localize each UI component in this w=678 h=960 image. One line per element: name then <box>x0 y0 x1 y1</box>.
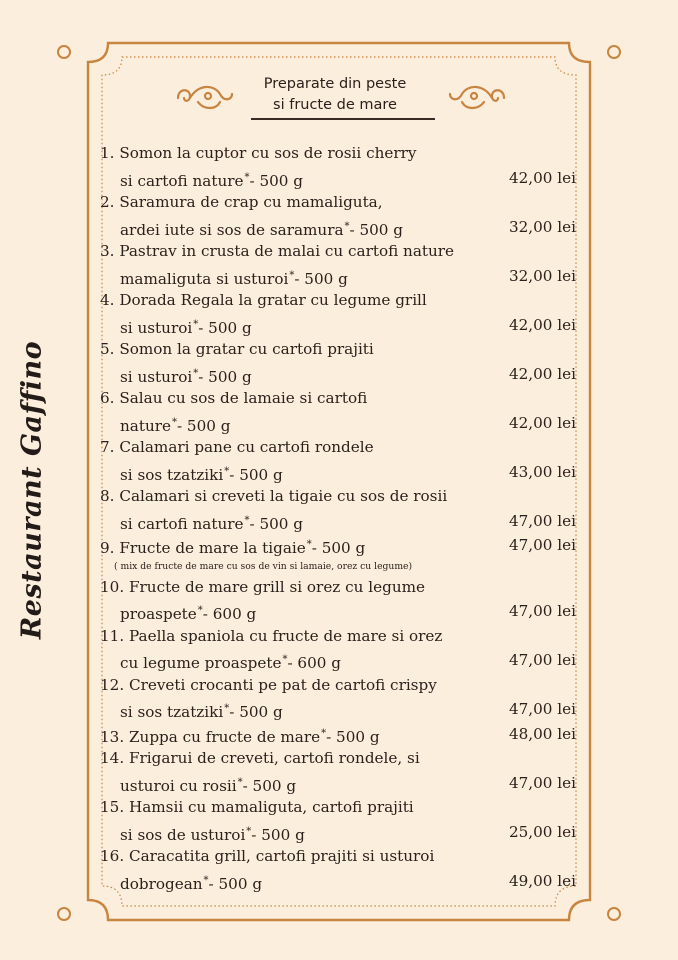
menu-item-number: 10. <box>100 577 125 596</box>
menu-item-name: Fructe de mare la tigaie <box>119 539 306 557</box>
menu-item-name-cont: cu legume proaspete <box>120 654 282 672</box>
corner-circle-bl <box>58 908 70 920</box>
menu-item-line <box>100 141 580 166</box>
menu-item-name-cont: si sos tzatziki <box>120 465 224 484</box>
menu-item-name: Caracatita grill, cartofi prajiti si usturoi <box>128 847 435 865</box>
menu-item-line <box>100 673 580 698</box>
menu-item-text <box>120 820 305 848</box>
menu-item-star: * <box>344 220 350 232</box>
menu-item-line <box>100 795 580 820</box>
corner-circle-tl <box>58 46 70 58</box>
menu-item-note: ( mix de fructe de mare cu sos de vin si lamaie, orez cu legume) <box>114 560 413 572</box>
menu-item-line <box>100 820 580 845</box>
menu-item <box>100 746 580 795</box>
menu-item-name-cont: si usturoi <box>120 318 193 337</box>
menu-item <box>100 795 580 844</box>
flourish-left-icon <box>174 80 236 114</box>
menu-item-name: Dorada Regala la gratar cu legume grill <box>119 291 427 309</box>
menu-item-text <box>120 771 296 799</box>
menu-item-name-cont: usturoi cu rosii <box>120 776 237 795</box>
menu-item-name-cont: si cartofi nature <box>120 514 244 533</box>
menu-item-star: * <box>321 727 327 739</box>
menu-item-star: * <box>193 318 199 330</box>
menu-item-text <box>120 460 283 488</box>
menu-item-name-cont: si sos de usturoi <box>120 825 246 844</box>
menu-item-weight: - 500 g <box>176 416 231 435</box>
menu-item-name-cont: nature <box>120 416 171 435</box>
menu-item-star: * <box>306 539 312 550</box>
menu-item-text <box>120 215 403 243</box>
menu-item-text <box>100 746 420 771</box>
menu-item-price: 32,00 lei <box>508 217 576 236</box>
menu-item-text <box>100 435 374 460</box>
menu-item-star: * <box>197 605 203 616</box>
menu-item-line <box>100 239 580 264</box>
menu-item-name: Saramura de crap cu mamaliguta, <box>119 193 383 211</box>
menu-item <box>100 484 580 533</box>
corner-circle-br <box>608 908 620 920</box>
section-heading <box>230 74 440 116</box>
menu-item-name: Salau cu sos de lamaie si cartofi <box>119 389 368 407</box>
menu-item-price: 47,00 lei <box>508 602 576 620</box>
menu-item-line <box>100 313 580 338</box>
menu-item-text <box>120 648 341 676</box>
menu-item-weight: - 500 g <box>294 269 348 288</box>
menu-item-name: Fructe de mare grill si orez cu legume <box>128 577 425 596</box>
menu-item-name: Hamsii cu mamaliguta, cartofi prajiti <box>128 798 414 816</box>
menu-item-price: 42,00 lei <box>508 315 576 334</box>
menu-item-number: 4. <box>100 291 115 309</box>
menu-item-name-cont: mamaliguta si usturoi <box>120 269 289 288</box>
menu-item-number: 13. <box>100 727 125 746</box>
menu-item <box>100 190 580 239</box>
menu-item-name-cont: si sos tzatziki <box>120 703 224 721</box>
menu-item-weight: - 500 g <box>251 825 305 844</box>
menu-item-line <box>100 435 580 460</box>
menu-item-line <box>100 484 580 509</box>
menu-item-text <box>100 190 383 215</box>
menu-item-name: Calamari si creveti la tigaie cu sos de rosii <box>119 487 448 505</box>
section-heading-line1: Preparate din peste <box>263 76 407 92</box>
menu-item-number: 6. <box>100 389 115 407</box>
menu-item <box>100 386 580 435</box>
menu-item-line <box>100 264 580 289</box>
menu-item-weight: - 600 g <box>287 654 341 672</box>
menu-item-star: * <box>237 776 243 788</box>
menu-item-line <box>100 575 580 600</box>
menu-item <box>100 239 580 288</box>
menu-item-star: * <box>171 416 177 428</box>
menu-item <box>100 337 580 386</box>
menu-item-text <box>100 844 434 869</box>
menu-item-line <box>100 288 580 313</box>
menu-item <box>100 722 580 747</box>
menu-item-star: * <box>246 825 252 837</box>
section-heading-line2: si fructe de mare <box>273 97 397 113</box>
menu-item-text <box>120 509 303 537</box>
menu-item-line <box>100 411 580 436</box>
menu-item-star: * <box>193 367 199 379</box>
menu-item-text <box>100 575 425 600</box>
menu-item-number: 14. <box>100 749 125 767</box>
menu-item-name: Paella spaniola cu fructe de mare si orez <box>128 626 443 645</box>
menu-item-number: 12. <box>100 675 125 694</box>
menu-item-weight: - 500 g <box>249 514 303 533</box>
menu-item-text <box>100 722 380 750</box>
menu-item-name: Frigarui de creveti, cartofi rondele, si <box>128 749 420 767</box>
menu-item-weight: - 500 g <box>208 874 263 893</box>
menu-item-text <box>100 141 416 166</box>
menu-item-price: 25,00 lei <box>508 822 576 841</box>
menu-item-line <box>100 362 580 387</box>
menu-item-name: Calamari pane cu cartofi rondele <box>119 438 374 456</box>
menu-item-price: 47,00 lei <box>508 511 576 530</box>
menu-item-price: 42,00 lei <box>508 168 576 187</box>
menu-item-weight: - 500 g <box>198 318 252 337</box>
menu-item-number: 1. <box>100 144 115 162</box>
menu-item-text <box>100 673 437 698</box>
menu-item-star: * <box>282 654 288 665</box>
menu-item-text <box>120 166 303 194</box>
menu-item-number: 16. <box>100 847 125 865</box>
menu-item-name: Creveti crocanti pe pat de cartofi crispy <box>128 675 437 694</box>
menu-item-text <box>120 264 348 292</box>
menu-item-line <box>100 746 580 771</box>
menu-item-line <box>100 166 580 191</box>
menu-item <box>100 673 580 722</box>
menu-item <box>100 624 580 673</box>
menu-item-star: * <box>244 171 250 183</box>
heading-underline <box>251 118 435 120</box>
menu-item-number: 5. <box>100 340 115 358</box>
menu-item-text <box>100 337 374 362</box>
menu-item-price: 42,00 lei <box>508 364 576 383</box>
menu-item-line <box>100 215 580 240</box>
menu-item-name: Somon la cuptor cu sos de rosii cherry <box>119 144 417 162</box>
menu-item-weight: - 500 g <box>249 171 303 190</box>
menu-item-line <box>100 624 580 649</box>
menu-item-price: 42,00 lei <box>508 413 576 432</box>
menu-item-weight: - 500 g <box>229 465 283 484</box>
menu-item-price: 43,00 lei <box>508 462 576 481</box>
menu-item-line <box>100 533 580 558</box>
menu-item-price: 49,00 lei <box>508 871 576 890</box>
menu-item-text <box>120 313 252 341</box>
brand-name: Restaurant Gaffino <box>16 340 48 640</box>
menu-item-line <box>100 869 580 894</box>
menu-item-number: 9. <box>100 539 115 557</box>
menu-item-star: * <box>244 514 250 526</box>
menu-item-text <box>100 533 365 561</box>
menu-item-text <box>120 362 252 390</box>
menu-item <box>100 288 580 337</box>
menu-item-text <box>100 624 442 649</box>
menu-item-weight: - 600 g <box>202 605 257 623</box>
menu-item-price: 32,00 lei <box>508 266 576 285</box>
menu-item-name-cont: dobrogean <box>120 874 203 893</box>
menu-item-line <box>100 386 580 411</box>
menu-item-name-cont: proaspete <box>120 605 197 623</box>
menu-item-number: 2. <box>100 193 115 211</box>
menu-item-text <box>120 869 262 897</box>
menu-item-line <box>100 771 580 796</box>
menu-item-text <box>100 386 367 411</box>
menu-item-number: 15. <box>100 798 125 816</box>
menu-item-name-cont: ardei iute si sos de saramura <box>120 220 344 239</box>
menu-item-weight: - 500 g <box>229 703 283 721</box>
menu-item-line <box>100 844 580 869</box>
menu-item-price: 48,00 lei <box>508 724 576 743</box>
menu-item-name-cont: si usturoi <box>120 367 193 386</box>
menu-item-line <box>100 509 580 534</box>
menu-item-text <box>120 599 256 627</box>
menu-item-text <box>120 411 230 439</box>
menu-item-weight: - 500 g <box>242 776 297 795</box>
menu-item-line <box>100 190 580 215</box>
menu-item-text <box>120 697 283 725</box>
menu-item-text <box>100 484 447 509</box>
menu-item-name: Zuppa cu fructe de mare <box>128 727 321 746</box>
menu-item-line <box>100 337 580 362</box>
flourish-right-icon <box>446 80 508 114</box>
menu-item-text <box>100 239 454 264</box>
menu-item-line <box>100 460 580 485</box>
menu-item-number: 8. <box>100 487 115 505</box>
menu-item-price: 47,00 lei <box>508 700 576 718</box>
menu-item <box>100 844 580 893</box>
menu-item <box>100 575 580 624</box>
menu-item <box>100 141 580 190</box>
menu-item-number: 3. <box>100 242 115 260</box>
menu-list <box>100 141 580 893</box>
menu-item <box>100 435 580 484</box>
menu-item-line <box>100 599 580 624</box>
menu-item-text <box>100 795 414 820</box>
menu-item-price: 47,00 lei <box>508 773 576 792</box>
menu-item-line <box>100 697 580 722</box>
menu-item-name: Pastrav in crusta de malai cu cartofi nature <box>119 242 455 260</box>
menu-item-star: * <box>289 269 295 281</box>
menu-item-name-cont: si cartofi nature <box>120 171 244 190</box>
menu-item <box>100 533 580 575</box>
menu-item-line <box>100 722 580 747</box>
menu-item-weight: - 500 g <box>311 539 366 557</box>
menu-item-star: * <box>203 874 209 886</box>
menu-item-name: Somon la gratar cu cartofi prajiti <box>119 340 374 358</box>
menu-item-text <box>100 288 427 313</box>
menu-item-number: 7. <box>100 438 115 456</box>
menu-item-weight: - 500 g <box>326 727 380 746</box>
menu-item-price: 47,00 lei <box>508 651 576 669</box>
menu-item-line <box>100 648 580 673</box>
menu-item-star: * <box>224 703 230 714</box>
menu-item-price: 47,00 lei <box>508 536 576 554</box>
menu-item-number: 11. <box>100 626 125 645</box>
menu-item-star: * <box>224 465 230 477</box>
menu-item-weight: - 500 g <box>349 220 404 239</box>
corner-circle-tr <box>608 46 620 58</box>
menu-item-weight: - 500 g <box>198 367 252 386</box>
